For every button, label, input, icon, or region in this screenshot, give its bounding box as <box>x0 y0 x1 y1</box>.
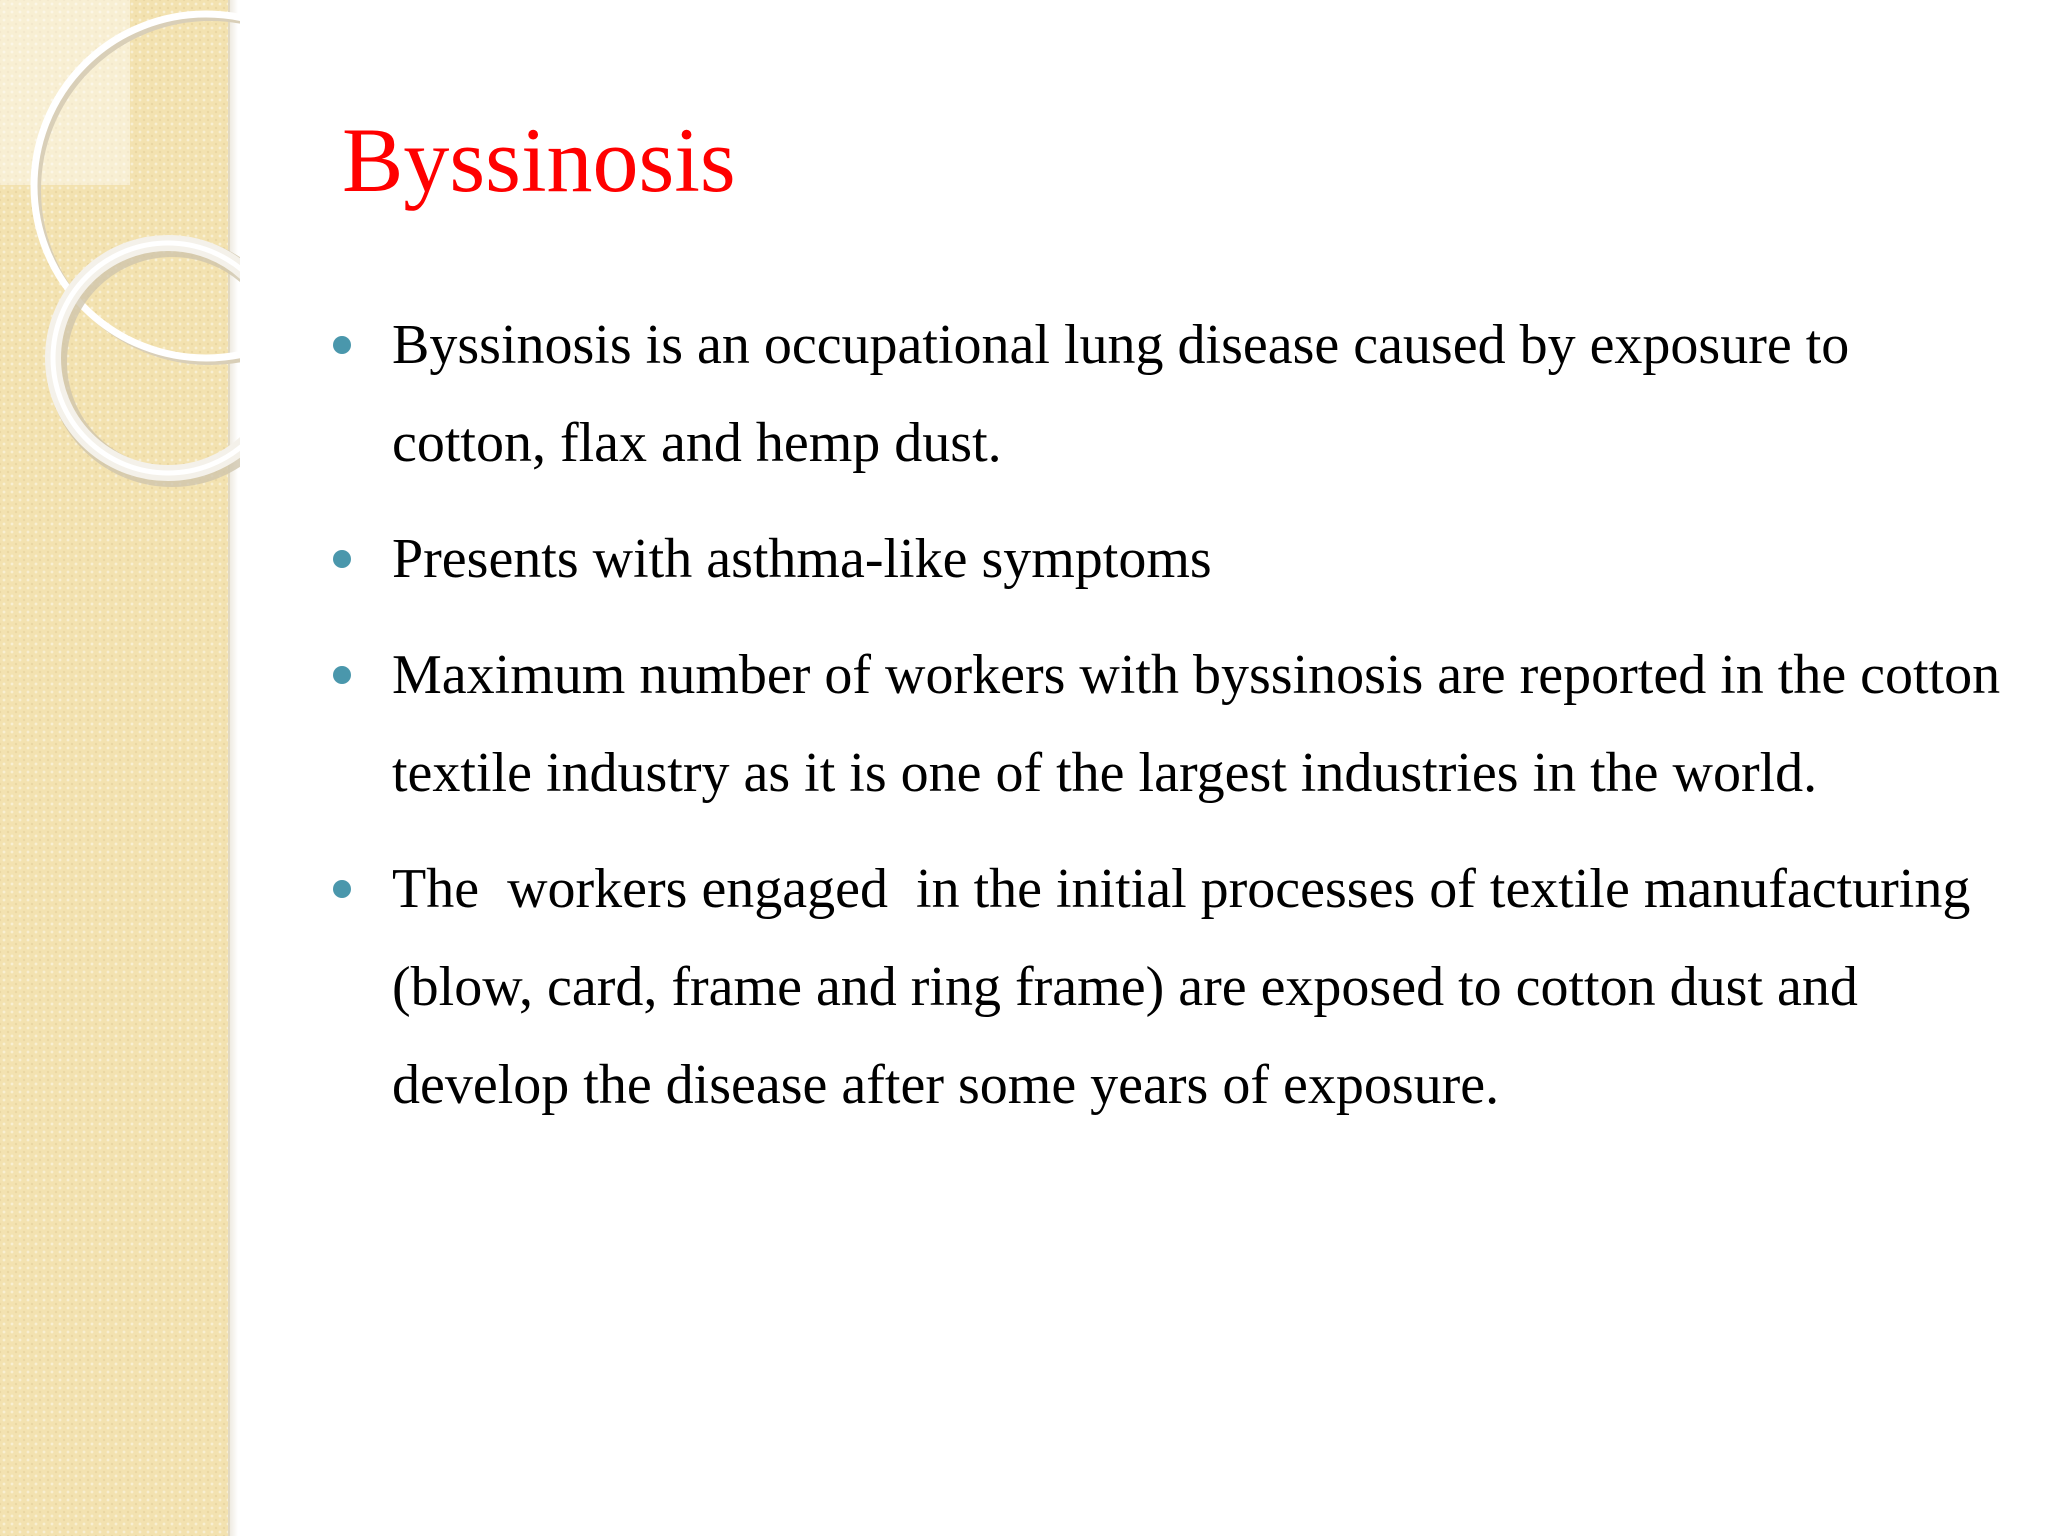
bullet-text: Presents with asthma-like symptoms <box>392 528 1212 590</box>
bullet-item-1 <box>330 296 2010 492</box>
bullet-item-4 <box>330 840 2010 1134</box>
bullet-item-2 <box>330 510 2010 608</box>
bullet-text: Byssinosis is an occupational lung disease caused by exposure to cotton, flax and hemp dust. <box>392 314 1864 474</box>
slide-title: Byssinosis <box>342 109 736 211</box>
bullet-item-3 <box>330 626 2015 822</box>
bullet-dot-icon <box>333 550 351 568</box>
bullet-dot-icon <box>333 666 351 684</box>
bullet-list <box>330 296 2015 1152</box>
decorative-rings <box>0 0 240 520</box>
bullet-text: Maximum number of workers with byssinosis are reported in the cotton textile industry as it is one of the largest industries in the world. <box>392 644 2015 804</box>
bullet-text: The workers engaged in the initial processes of textile manufacturing (blow, card, frame and ring frame) are exposed to cotton dust and develop the disease after some years of exposure. <box>392 858 1985 1116</box>
bullet-dot-icon <box>333 880 351 898</box>
bullet-dot-icon <box>333 336 351 354</box>
